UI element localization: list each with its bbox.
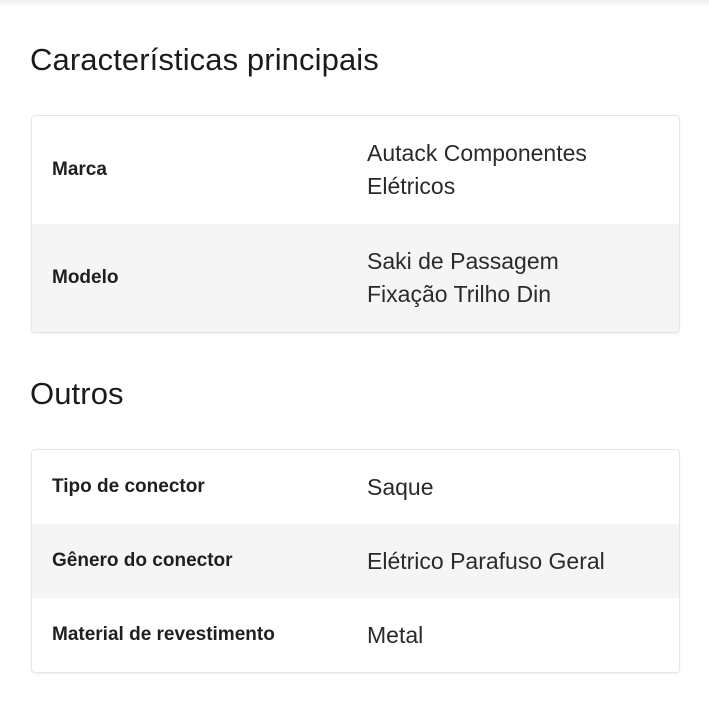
spec-value-line: Saki de Passagem bbox=[367, 248, 559, 274]
spec-value-line: Elétrico Parafuso Geral bbox=[367, 547, 605, 574]
others-table bbox=[31, 449, 680, 673]
spec-value bbox=[367, 619, 679, 652]
spec-value bbox=[367, 545, 679, 578]
spec-row-coating-material bbox=[32, 598, 679, 672]
spec-label: Tipo de conector bbox=[52, 476, 205, 497]
spec-row-model bbox=[32, 224, 679, 332]
spec-label: Gênero do conector bbox=[52, 550, 233, 571]
spec-value-line: Saque bbox=[367, 473, 434, 500]
spec-value bbox=[367, 137, 679, 203]
spec-value bbox=[367, 471, 679, 504]
main-features-table bbox=[31, 115, 680, 333]
spec-value bbox=[367, 245, 679, 311]
spec-label: Marca bbox=[52, 159, 107, 180]
spec-value-line: Metal bbox=[367, 621, 424, 648]
spec-value-line: Elétricos bbox=[367, 173, 456, 199]
spec-row-brand bbox=[32, 116, 679, 224]
spec-row-connector-gender bbox=[32, 524, 679, 598]
spec-value-line: Fixação Trilho Din bbox=[367, 281, 552, 307]
top-divider-shadow bbox=[0, 0, 709, 6]
section-title-others: Outros bbox=[30, 376, 124, 411]
section-title-main-features: Características principais bbox=[30, 42, 379, 77]
spec-value-line: Autack Componentes bbox=[367, 140, 587, 166]
spec-label: Modelo bbox=[52, 267, 119, 288]
spec-row-connector-type bbox=[32, 450, 679, 524]
spec-label: Material de revestimento bbox=[52, 624, 275, 645]
